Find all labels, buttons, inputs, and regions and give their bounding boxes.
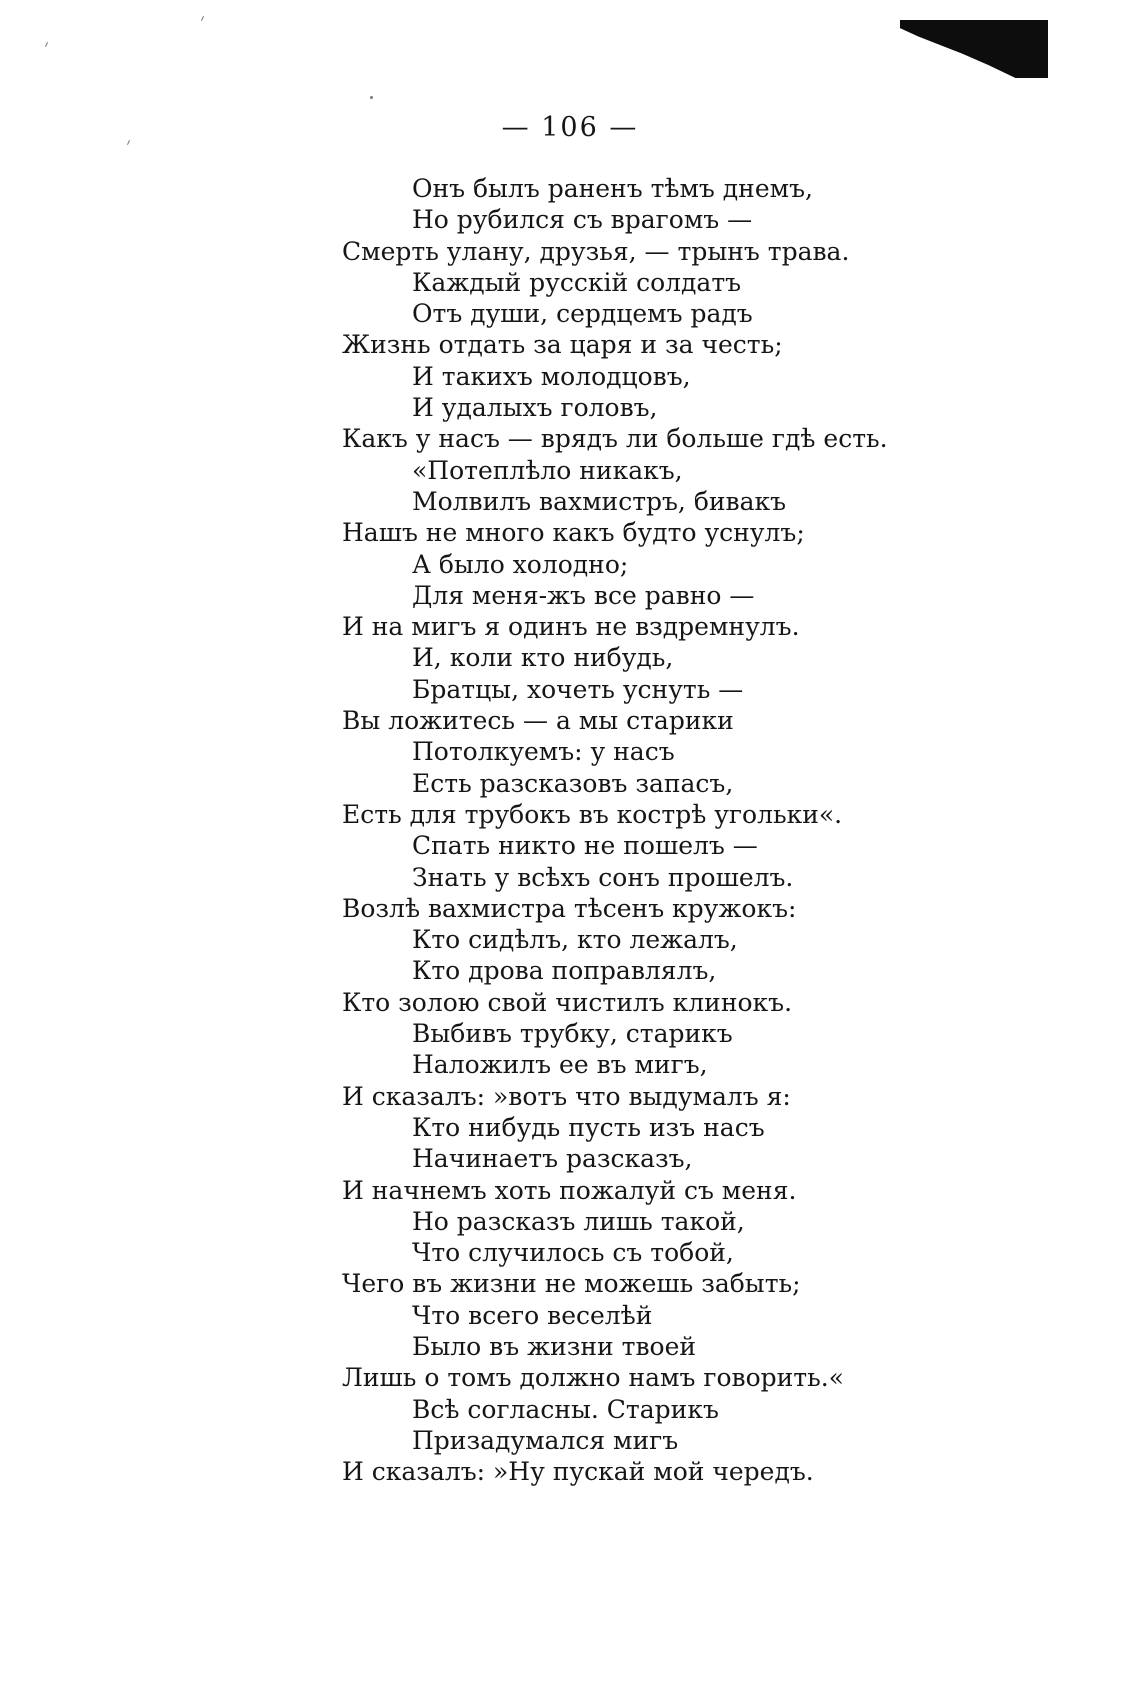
poem-line: И сказалъ: »Ну пускай мой чередъ.	[342, 1457, 814, 1487]
poem-line: И сказалъ: »вотъ что выдумалъ я:	[342, 1081, 791, 1111]
poem-line: Всѣ согласны. Старикъ	[412, 1394, 719, 1424]
poem-line: «Потеплѣло никакъ,	[412, 455, 683, 485]
poem-line: Кто сидѣлъ, кто лежалъ,	[412, 925, 738, 955]
poem-line: Смерть улану, друзья, — трынъ трава.	[342, 236, 850, 266]
poem-line: Потолкуемъ: у насъ	[412, 737, 675, 767]
poem-line: Лишь о томъ должно намъ говорить.«	[342, 1363, 844, 1393]
poem-line: Онъ былъ раненъ тѣмъ днемъ,	[412, 174, 813, 203]
poem-line: Выбивъ трубку, старикъ	[412, 1019, 733, 1049]
poem-line: Чего въ жизни не можешь забыть;	[342, 1269, 801, 1299]
poem-line: Есть для трубокъ въ кострѣ угольки«.	[342, 799, 843, 829]
poem-line: И, коли кто нибудь,	[412, 643, 674, 673]
poem-line: И на мигъ я одинъ не вздремнулъ.	[342, 612, 800, 642]
poem-line: И начнемъ хоть пожалуй съ меня.	[342, 1175, 797, 1205]
poem-line: Возлѣ вахмистра тѣсенъ кружокъ:	[342, 893, 797, 923]
poem-line: Что всего веселѣй	[412, 1300, 653, 1330]
poem-line: Молвилъ вахмистръ, бивакъ	[412, 486, 787, 516]
poem-line: Вы ложитесь — а мы старики	[342, 706, 734, 736]
poem-line: Но рубился съ врагомъ —	[412, 205, 753, 235]
poem-line: Было въ жизни твоей	[412, 1331, 697, 1361]
poem-line: А было холодно;	[412, 549, 629, 579]
poem-line: Кто золою свой чистилъ клинокъ.	[342, 987, 793, 1017]
scan-speck	[45, 42, 48, 47]
poem-line: Есть разсказовъ запасъ,	[412, 768, 734, 798]
poem-line: Кто дрова поправлялъ,	[412, 956, 717, 986]
poem-line: Отъ души, сердцемъ радъ	[412, 299, 753, 329]
poem-line: И удалыхъ головъ,	[412, 393, 658, 423]
poem-line: Какъ у насъ — врядъ ли больше гдѣ есть.	[342, 424, 888, 454]
poem-line: Но разсказъ лишь такой,	[412, 1206, 745, 1236]
poem-line: Призадумался мигъ	[412, 1425, 679, 1455]
poem-line: Нашъ не много какъ будто уснулъ;	[342, 518, 805, 548]
poem-line: Начинаетъ разсказъ,	[412, 1144, 693, 1174]
scan-speck	[201, 16, 204, 21]
scan-artifact	[900, 20, 1048, 78]
poem-line: Кто нибудь пусть изъ насъ	[412, 1112, 765, 1142]
poem-line: Братцы, хочеть уснуть —	[412, 674, 744, 704]
poem-line: Каждый русскій солдатъ	[412, 267, 742, 297]
poem-line: Для меня-жъ все равно —	[412, 580, 755, 610]
page-number: — 106 —	[501, 112, 639, 143]
poem-line: Спать никто не пошелъ —	[412, 831, 758, 861]
poem-line: Наложилъ ее въ мигъ,	[412, 1050, 708, 1080]
poem-line: И такихъ молодцовъ,	[412, 361, 691, 391]
poem-text	[342, 173, 962, 1487]
scan-speck	[370, 96, 373, 99]
poem-line: Знать у всѣхъ сонъ прошелъ.	[412, 862, 794, 892]
poem-line: Что случилось съ тобой,	[412, 1238, 734, 1268]
poem-line: Жизнь отдать за царя и за честь;	[342, 330, 783, 360]
